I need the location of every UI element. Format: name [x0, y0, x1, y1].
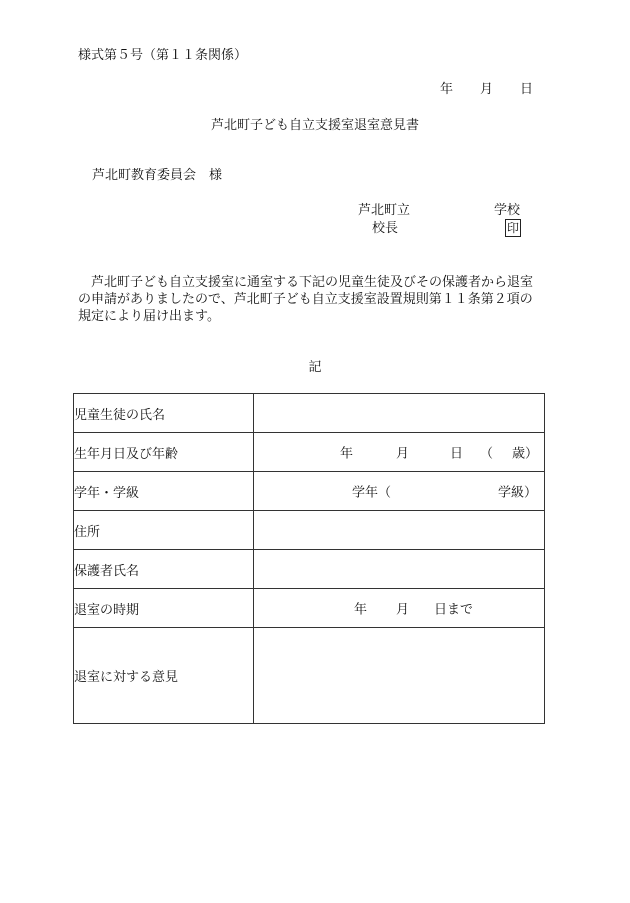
- date-month: 月: [480, 82, 494, 97]
- sender-principal-label: 校長: [372, 221, 399, 236]
- age-unit: 歳）: [512, 446, 539, 462]
- date-day: 日: [520, 82, 534, 97]
- guardian-label: 保護者氏名: [74, 550, 254, 589]
- grade-class-field[interactable]: [254, 472, 545, 511]
- opinion-field[interactable]: [254, 628, 545, 724]
- guardian-name-field[interactable]: [254, 550, 545, 589]
- address-field[interactable]: [254, 511, 545, 550]
- table-row: [74, 550, 545, 589]
- record-heading: 記: [308, 360, 322, 375]
- addressee: 芦北町教育委員会 様: [92, 168, 223, 183]
- date-year: 年: [440, 82, 454, 97]
- student-name-label: 児童生徒の氏名: [74, 394, 254, 433]
- form-table: [73, 393, 545, 724]
- leave-month-unit: 月: [396, 602, 410, 618]
- body-line-3: 規定により届け出ます。: [78, 309, 220, 324]
- table-row: [74, 589, 545, 628]
- table-row: [74, 472, 545, 511]
- table-row: [74, 394, 545, 433]
- birth-month-unit: 月: [396, 446, 410, 462]
- page-title: 芦北町子ども自立支援室退室意見書: [210, 118, 419, 133]
- leave-day-until: 日まで: [434, 602, 474, 618]
- table-row: [74, 511, 545, 550]
- leave-period-field[interactable]: [254, 589, 545, 628]
- student-name-field[interactable]: [254, 394, 545, 433]
- body-paragraph: [78, 274, 548, 325]
- sender-school-prefix: 芦北町立: [358, 203, 411, 218]
- age-open-paren: （: [480, 446, 494, 462]
- seal-mark: 印: [506, 221, 519, 235]
- birth-age-field[interactable]: [254, 433, 545, 472]
- grade-class-label: 学年・学級: [74, 472, 254, 511]
- grade-unit: 学年（: [352, 485, 392, 501]
- class-unit: 学級）: [498, 485, 538, 501]
- sender-school-suffix: 学校: [494, 203, 521, 218]
- opinion-label: 退室に対する意見: [74, 628, 254, 724]
- birth-day-unit: 日: [450, 446, 464, 462]
- address-label: 住所: [74, 511, 254, 550]
- body-line-1: 芦北町子ども自立支援室に通室する下記の児童生徒及びその保護者から退室: [91, 275, 534, 290]
- body-line-2: の申請がありましたので、芦北町子ども自立支援室設置規則第１１条第２項の: [78, 292, 533, 307]
- leave-period-label: 退室の時期: [74, 589, 254, 628]
- birth-year-unit: 年: [340, 446, 354, 462]
- table-row: [74, 433, 545, 472]
- form-number: 様式第５号（第１１条関係）: [78, 48, 248, 63]
- table-row: [74, 628, 545, 724]
- leave-year-unit: 年: [354, 602, 368, 618]
- birth-age-label: 生年月日及び年齢: [74, 433, 254, 472]
